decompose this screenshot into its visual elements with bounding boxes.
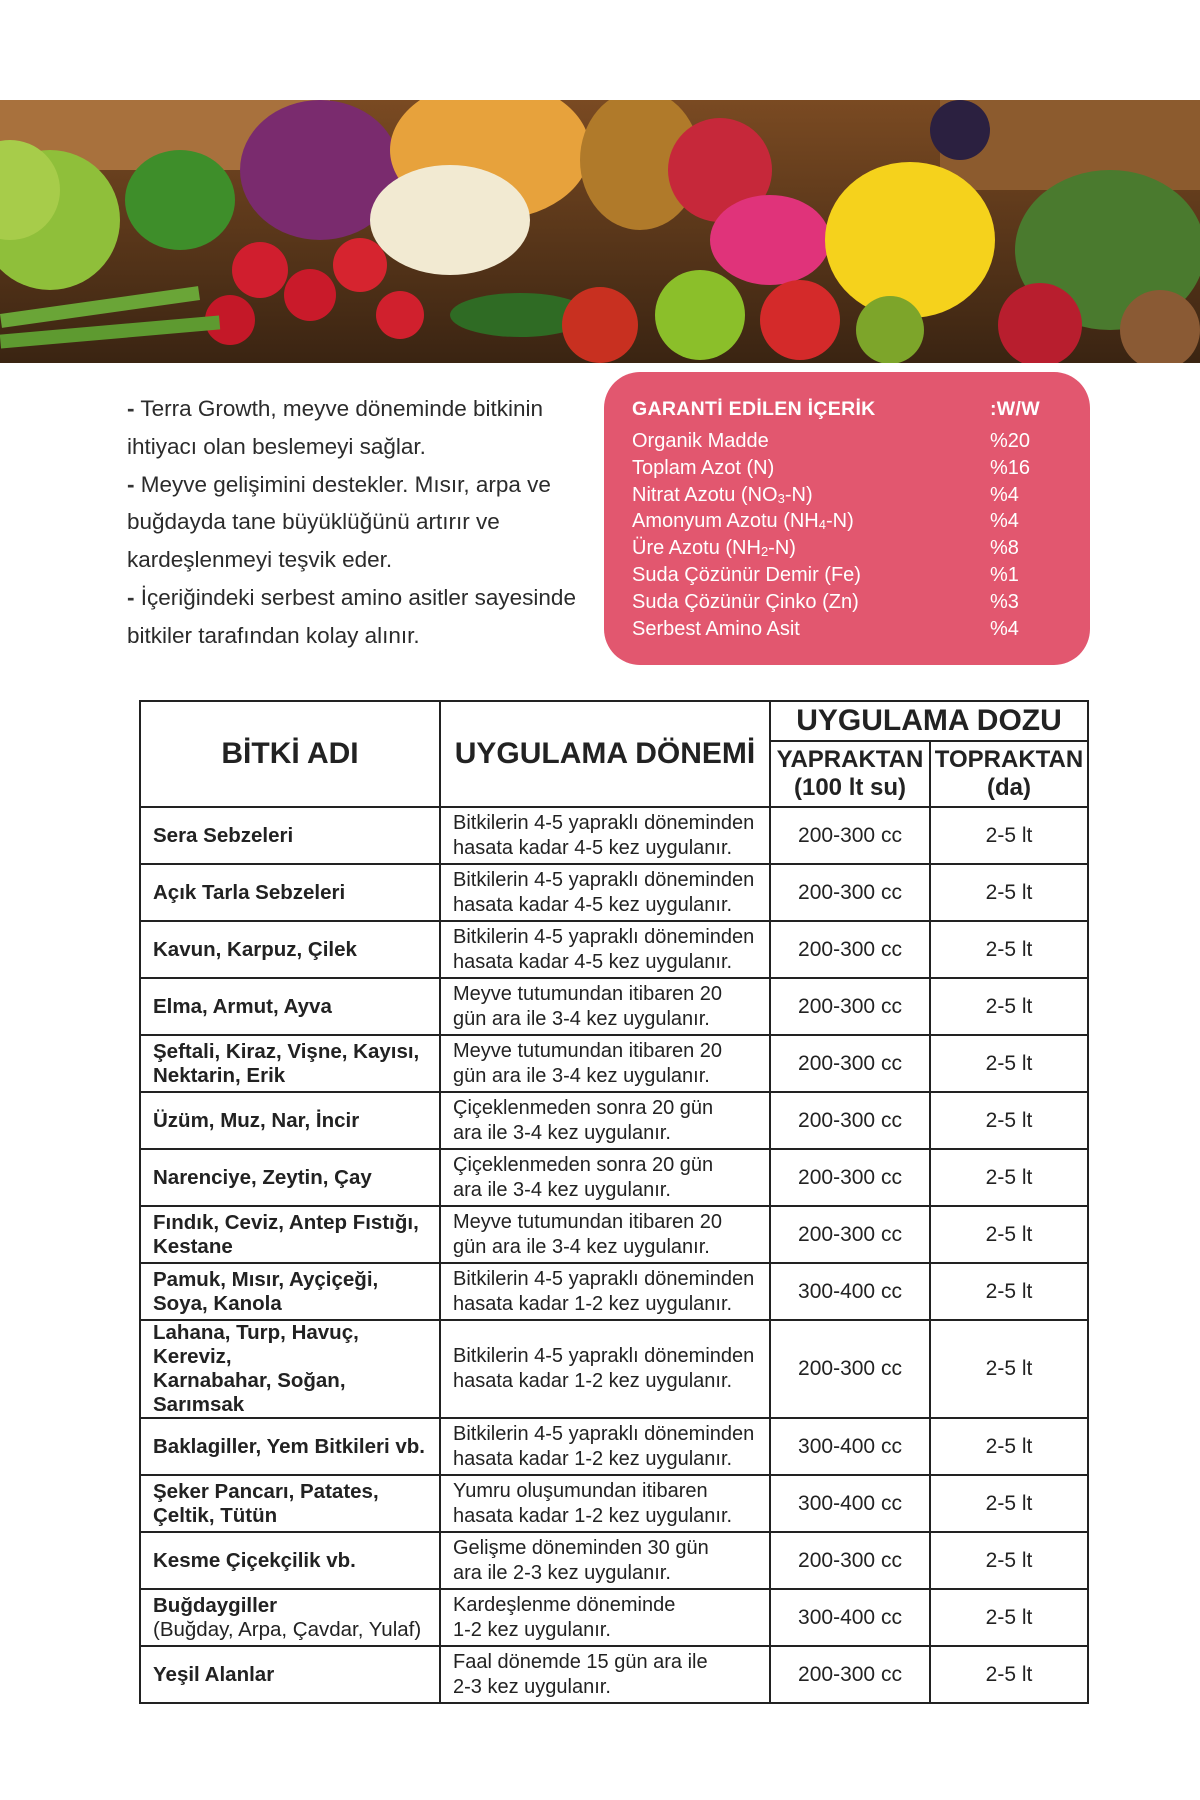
table-row	[140, 1532, 1088, 1589]
header-foliar: YAPRAKTAN (100 lt su)	[770, 741, 930, 807]
table-row	[140, 864, 1088, 921]
plant-name-cell: Buğdaygiller (Buğday, Arpa, Çavdar, Yulaf)	[140, 1589, 440, 1646]
content-row: Nitrat Azotu $(NO_3-N)$ %4	[632, 483, 1019, 506]
plant-name-cell: Elma, Armut, Ayva	[140, 978, 440, 1035]
application-period-cell: Meyve tutumundan itibaren 20 gün ara ile 3-4 kez uygulanır.	[440, 1206, 770, 1263]
plant-name-cell: Narenciye, Zeytin, Çay	[140, 1149, 440, 1206]
foliar-dose-cell: 200-300 cc	[770, 921, 930, 978]
product-description	[127, 390, 592, 655]
plant-name-cell: Sera Sebzeleri	[140, 807, 440, 864]
table-row	[140, 1589, 1088, 1646]
plant-name-cell: Kesme Çiçekçilik vb.	[140, 1532, 440, 1589]
foliar-dose-cell: 300-400 cc	[770, 1475, 930, 1532]
description-paragraph-1: - Terra Growth, meyve döneminde bitkinin ihtiyacı olan beslemeyi sağlar.	[127, 396, 544, 459]
table-row	[140, 1092, 1088, 1149]
content-header	[632, 394, 1060, 428]
soil-dose-cell: 2-5 lt	[930, 1589, 1088, 1646]
plant-name-cell: Şeftali, Kiraz, Vişne, Kayısı, Nektarin, Erik	[140, 1035, 440, 1092]
content-row: Serbest Amino Asit %4	[632, 617, 1019, 640]
table-row	[140, 978, 1088, 1035]
foliar-dose-cell: 200-300 cc	[770, 1320, 930, 1418]
content-row: Organik Madde %20	[632, 430, 1031, 452]
application-dose-table	[139, 700, 1089, 1704]
produce-illustration	[0, 100, 1200, 363]
table-row	[140, 1418, 1088, 1475]
application-period-cell: Gelişme döneminden 30 gün ara ile 2-3 kez uygulanır.	[440, 1532, 770, 1589]
foliar-dose-cell: 300-400 cc	[770, 1418, 930, 1475]
application-period-cell: Bitkilerin 4-5 yapraklı döneminden hasata kadar 4-5 kez uygulanır.	[440, 864, 770, 921]
table-row	[140, 1035, 1088, 1092]
table-row	[140, 1646, 1088, 1703]
soil-dose-cell: 2-5 lt	[930, 1035, 1088, 1092]
soil-dose-cell: 2-5 lt	[930, 864, 1088, 921]
foliar-dose-cell: 200-300 cc	[770, 1149, 930, 1206]
foliar-dose-cell: 200-300 cc	[770, 1646, 930, 1703]
soil-dose-cell: 2-5 lt	[930, 1532, 1088, 1589]
content-row: Suda Çözünür Demir (Fe) %1	[632, 563, 1019, 586]
table-row	[140, 1475, 1088, 1532]
table-row	[140, 1263, 1088, 1320]
foliar-dose-cell: 200-300 cc	[770, 807, 930, 864]
foliar-dose-cell: 300-400 cc	[770, 1263, 930, 1320]
application-period-cell: Meyve tutumundan itibaren 20 gün ara ile 3-4 kez uygulanır.	[440, 1035, 770, 1092]
application-period-cell: Bitkilerin 4-5 yapraklı döneminden hasata kadar 1-2 kez uygulanır.	[440, 1263, 770, 1320]
foliar-dose-cell: 200-300 cc	[770, 978, 930, 1035]
plant-name-cell: Pamuk, Mısır, Ayçiçeği, Soya, Kanola	[140, 1263, 440, 1320]
foliar-dose-cell: 200-300 cc	[770, 1532, 930, 1589]
application-period-cell: Bitkilerin 4-5 yapraklı döneminden hasata kadar 1-2 kez uygulanır.	[440, 1320, 770, 1418]
table-row	[140, 1149, 1088, 1206]
content-row: Suda Çözünür Çinko (Zn) %3	[632, 590, 1019, 613]
header-application-dose: UYGULAMA DOZU	[770, 701, 1088, 741]
soil-dose-cell: 2-5 lt	[930, 978, 1088, 1035]
soil-dose-cell: 2-5 lt	[930, 1092, 1088, 1149]
plant-name-cell: Yeşil Alanlar	[140, 1646, 440, 1703]
soil-dose-cell: 2-5 lt	[930, 1475, 1088, 1532]
dose-table-body	[140, 807, 1088, 1703]
produce-banner	[0, 100, 1200, 363]
table-row	[140, 807, 1088, 864]
content-row: Üre Azotu $(NH_2-N)$ %8	[632, 537, 1019, 560]
application-period-cell: Bitkilerin 4-5 yapraklı döneminden hasata kadar 4-5 kez uygulanır.	[440, 921, 770, 978]
soil-dose-cell: 2-5 lt	[930, 1206, 1088, 1263]
plant-name-cell: Lahana, Turp, Havuç, Kereviz, Karnabahar, Soğan, Sarımsak	[140, 1320, 440, 1418]
plant-name-cell: Fındık, Ceviz, Antep Fıstığı, Kestane	[140, 1206, 440, 1263]
table-row	[140, 1206, 1088, 1263]
soil-dose-cell: 2-5 lt	[930, 1418, 1088, 1475]
plant-name-cell: Şeker Pancarı, Patates, Çeltik, Tütün	[140, 1475, 440, 1532]
foliar-dose-cell: 300-400 cc	[770, 1589, 930, 1646]
guaranteed-content-card	[604, 372, 1090, 665]
content-row: Toplam Azot (N) %16	[632, 456, 1031, 479]
foliar-dose-cell: 200-300 cc	[770, 1092, 930, 1149]
content-row: Amonyum Azotu $(NH_4-N)$ %4	[632, 510, 1019, 533]
header-application-period: UYGULAMA DÖNEMİ	[440, 701, 770, 807]
foliar-dose-cell: 200-300 cc	[770, 1035, 930, 1092]
soil-dose-cell: 2-5 lt	[930, 921, 1088, 978]
foliar-dose-cell: 200-300 cc	[770, 864, 930, 921]
application-period-cell: Bitkilerin 4-5 yapraklı döneminden hasata kadar 4-5 kez uygulanır.	[440, 807, 770, 864]
table-row	[140, 921, 1088, 978]
application-period-cell: Yumru oluşumundan itibaren hasata kadar 1-2 kez uygulanır.	[440, 1475, 770, 1532]
header-plant-name: BİTKİ ADI	[140, 701, 440, 807]
application-period-cell: Faal dönemde 15 gün ara ile 2-3 kez uygulanır.	[440, 1646, 770, 1703]
application-period-cell: Çiçeklenmeden sonra 20 gün ara ile 3-4 kez uygulanır.	[440, 1092, 770, 1149]
soil-dose-cell: 2-5 lt	[930, 1320, 1088, 1418]
soil-dose-cell: 2-5 lt	[930, 1263, 1088, 1320]
soil-dose-cell: 2-5 lt	[930, 1149, 1088, 1206]
header-soil: TOPRAKTAN (da)	[930, 741, 1088, 807]
content-title: GARANTİ EDİLEN İÇERİK	[632, 398, 876, 420]
plant-name-cell: Üzüm, Muz, Nar, İncir	[140, 1092, 440, 1149]
application-period-cell: Bitkilerin 4-5 yapraklı döneminden hasata kadar 1-2 kez uygulanır.	[440, 1418, 770, 1475]
plant-name-cell: Açık Tarla Sebzeleri	[140, 864, 440, 921]
plant-name-cell: Baklagiller, Yem Bitkileri vb.	[140, 1418, 440, 1475]
description-paragraph-2: - Meyve gelişimini destekler. Mısır, arpa ve buğdayda tane büyüklüğünü artırır ve kardeşlenmeyi teşvik eder.	[127, 471, 551, 573]
application-period-cell: Meyve tutumundan itibaren 20 gün ara ile 3-4 kez uygulanır.	[440, 978, 770, 1035]
soil-dose-cell: 2-5 lt	[930, 1646, 1088, 1703]
plant-name-cell: Kavun, Karpuz, Çilek	[140, 921, 440, 978]
application-period-cell: Kardeşlenme döneminde 1-2 kez uygulanır.	[440, 1589, 770, 1646]
application-period-cell: Çiçeklenmeden sonra 20 gün ara ile 3-4 kez uygulanır.	[440, 1149, 770, 1206]
content-unit: :W/W	[990, 398, 1040, 420]
table-row	[140, 1320, 1088, 1418]
description-paragraph-3: - İçeriğindeki serbest amino asitler sayesinde bitkiler tarafından kolay alınır.	[127, 584, 576, 648]
foliar-dose-cell: 200-300 cc	[770, 1206, 930, 1263]
soil-dose-cell: 2-5 lt	[930, 807, 1088, 864]
